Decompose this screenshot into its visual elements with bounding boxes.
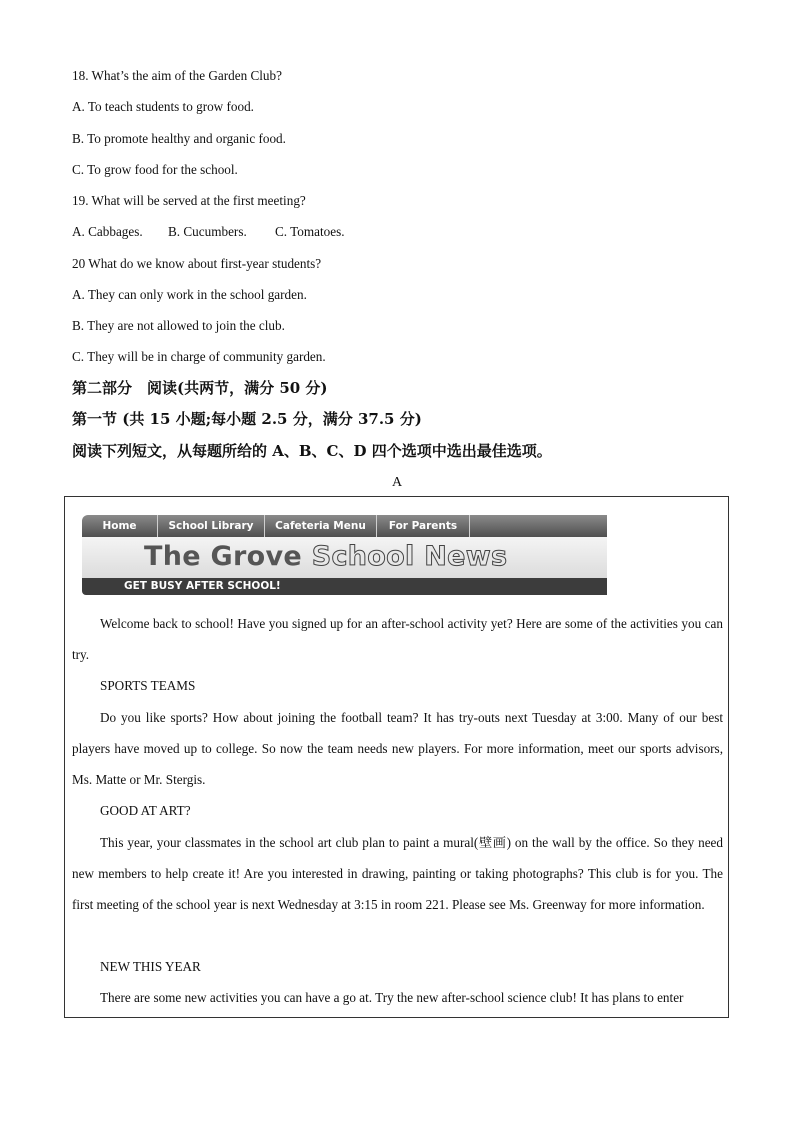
banner-subtitle-bar [82,578,607,595]
nav-cafeteria-menu: Cafeteria Menu [265,515,377,537]
section-text-new: There are some new activities you can have a go at. Try the new after-school science club! It has plans to enter [100,990,684,1005]
title-outline: School News [311,541,508,572]
instruction: 阅读下列短文，从每题所给的 A、B、C、D 四个选项中选出最佳选项。 [72,442,552,460]
nav-school-library: School Library [158,515,265,537]
passage-box [64,496,729,1018]
option-b: B. They are not allowed to join the club. [72,318,285,333]
option-c: C. To grow food for the school. [72,162,238,177]
question-stem: 20 What do we know about first-year students? [72,256,322,271]
section-text-art: This year, your classmates in the school art club plan to paint a mural(壁画) on the wall by the office. So they need new members to help create it! Are you interested in drawing, painting or taking photographs? This club is for you. The first meeting of the school year is next Wednesday at 3:15 in room 221. Please see Ms. Greenway for more information. [72,835,723,912]
passage-label: A [391,475,403,490]
question-stem: 18. What’s the aim of the Garden Club? [72,68,282,83]
section-title-sports: SPORTS TEAMS [100,678,196,693]
section-title-art: GOOD AT ART? [100,803,191,818]
section-text-sports: Do you like sports? How about joining the football team? It has try-outs next Tuesday at 3:00. Many of our best players have moved up to college. So now the team needs new players. For more information, meet our sports advisors, Ms. Matte or Mr. Stergis. [72,710,723,787]
title-plain: The Grove [144,541,312,572]
option-b: B. To promote healthy and organic food. [72,131,286,146]
nav-home: Home [82,515,158,537]
banner-nav [82,515,607,537]
option-a: A. To teach students to grow food. [72,99,254,114]
section1-heading: 第一节 (共 15 小题;每小题 2.5 分，满分 37.5 分) [72,410,422,428]
newsletter-banner [82,515,607,597]
nav-for-parents: For Parents [377,515,470,537]
option-c: C. Tomatoes. [275,224,345,239]
option-b: B. Cucumbers. [168,224,247,239]
newsletter-title [144,541,507,572]
option-a: A. Cabbages. [72,224,143,239]
option-a: A. They can only work in the school garden. [72,287,307,302]
part2-heading: 第二部分 阅读(共两节，满分 50 分) [72,379,328,397]
option-c: C. They will be in charge of community garden. [72,349,326,364]
question-stem: 19. What will be served at the first meeting? [72,193,306,208]
section-title-new: NEW THIS YEAR [100,959,201,974]
passage-intro: Welcome back to school! Have you signed up for an after-school activity yet? Here are some of the activities you can try. [72,616,723,662]
banner-subtitle: GET BUSY AFTER SCHOOL! [124,580,281,592]
banner-title-bar [82,537,607,578]
